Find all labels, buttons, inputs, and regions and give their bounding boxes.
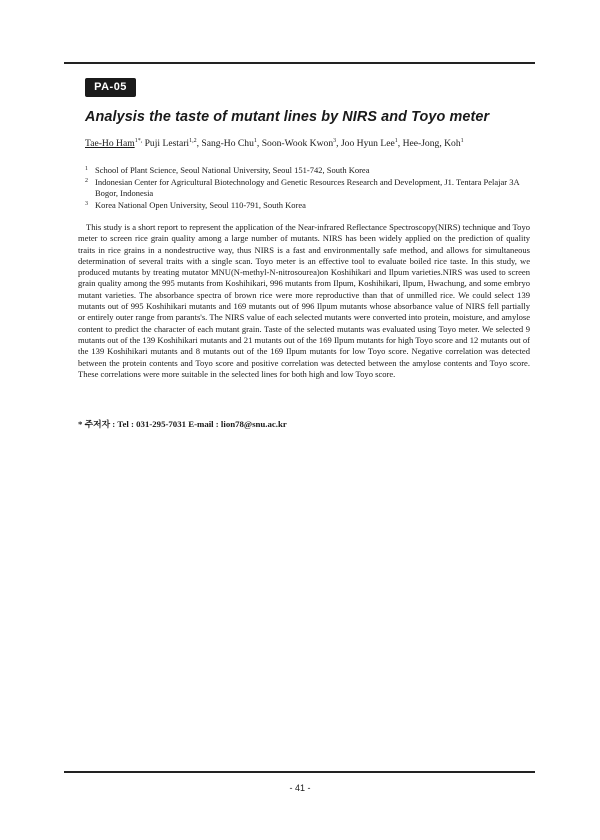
author-name: Sang-Ho Chu (201, 138, 254, 149)
affiliation-text: Korea National Open University, Seoul 110-791, South Korea (95, 199, 306, 210)
affiliation-text: Indonesian Center for Agricultural Biotechnology and Genetic Resources Research and Development, J1. Tentara Pelajar 3A Bogor, Indonesia (95, 176, 520, 199)
affiliation-item (85, 177, 537, 200)
author-affiliation-mark: 1 (253, 138, 257, 144)
author-separator: , (196, 138, 202, 149)
author-affiliation-mark: 1 (394, 138, 398, 144)
affiliation-number: 3 (85, 200, 88, 207)
author-name: Tae-Ho Ham (85, 138, 135, 149)
author-separator: , (336, 138, 341, 149)
affiliation-number: 1 (85, 166, 88, 172)
affiliation-list (85, 165, 537, 211)
affiliation-item (85, 200, 537, 212)
author-list (85, 138, 535, 149)
top-rule (64, 62, 535, 64)
author-affiliation-mark: 1 (460, 138, 464, 144)
author-name: Joo Hyun Lee (340, 138, 395, 149)
session-code-badge: PA-05 (85, 78, 136, 97)
affiliation-number: 2 (85, 177, 88, 184)
author-name: Soon-Wook Kwon (261, 138, 334, 149)
page-number: - 41 - (289, 783, 311, 793)
author-affiliation-mark: 1*, (134, 138, 143, 144)
affiliation-item (85, 165, 537, 177)
contact-info: * 주저자 : Tel : 031-295-7031 E-mail : lion78@snu.ac.kr (78, 419, 287, 429)
author-affiliation-mark: 3 (333, 138, 337, 144)
affiliation-text: School of Plant Science, Seoul National University, Seoul 151-742, South Korea (95, 165, 370, 175)
author-name: Hee-Jong, Koh (402, 138, 461, 149)
author-affiliation-mark: 1,2 (189, 138, 197, 144)
abstract-body: This study is a short report to represent the application of the Near-infrared Reflectance Spectroscopy(NIRS) technique and Toyo meter to screen rice grain quality among a large number of mutants. NIRS has been widely applied on the prediction of quality traits in rice grains in a nondestructive way, thus NIRS is a fast and environmentally safe method, and allows for simultaneous determination of several traits with a single scan. Toyo meter is an effective tool to evaluate boiled rice taste. In this study, we produced mutants by treating mutator MNU(N-methyl-N-nitrosourea)on Koshihikari and Ilpum varieties.NIRS was used to screen grain quality among the 995 mutants from Koshihikari, 996 mutants from Ilpum, Koshihikari, Ilpum, Hwachung, and some embryo mutant varieties. The absorbance spectra of brown rice were more reproductive than that of unmilled rice. We could select 139 mutants out of 995 Koshihikari mutants and 169 mutants out of 996 Ilpum mutants whose absorbance value of NIRS fell partially or entirely outer range from parants's. The NIRS value of each selected mutants were converted into protein, moisture, and amylose content to predict the character of each mutant grain. Taste of the selected mutants was evaluated using Toyo meter. We selected 9 mutants out of the 139 Koshihikari mutants and 21 mutants out of the 169 Ilpum mutants for high Toyo score and 12 mutants out of the 139 Koshihikari mutants and 8 mutants out of the 169 Ilpum mutants for low Toyo score. Negative correlation was detected between the protein contents and Toyo score and positive correlation was detected between the amylose contents and Toyo score. These correlations were more suitable in the selected lines for both high and low Toyo score. (78, 222, 530, 379)
bottom-rule (64, 771, 535, 773)
author-separator: , (256, 138, 262, 149)
author-name: Puji Lestari (144, 138, 190, 149)
paper-title: Analysis the taste of mutant lines by NIRS and Toyo meter (85, 109, 490, 125)
author-separator: , (397, 138, 403, 149)
